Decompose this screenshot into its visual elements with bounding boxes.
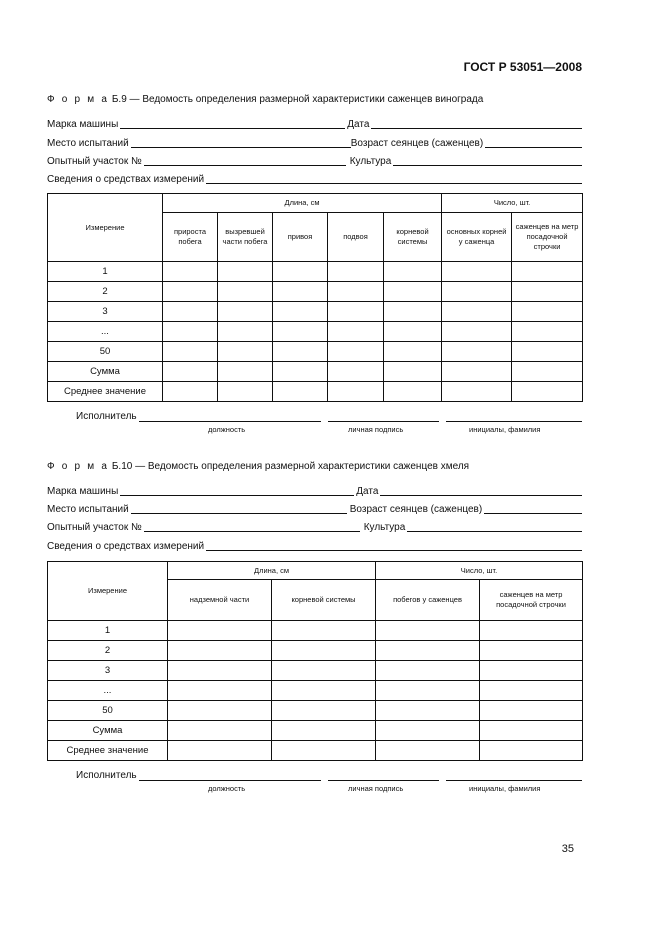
row-label: 50 bbox=[48, 342, 163, 362]
table-cell[interactable] bbox=[272, 681, 376, 701]
form-b10-signature bbox=[76, 770, 137, 781]
machine-line[interactable] bbox=[120, 488, 354, 496]
row-label: 3 bbox=[48, 302, 163, 322]
form-b10-title bbox=[47, 461, 469, 472]
table-cell[interactable] bbox=[512, 282, 583, 302]
table-row bbox=[48, 661, 583, 681]
form-b9-row-plot bbox=[47, 155, 582, 167]
culture-line[interactable] bbox=[393, 158, 582, 166]
col-header: саженцев на метр посадочной строчки bbox=[480, 580, 583, 621]
table-row bbox=[48, 362, 583, 382]
signature-caption: личная подпись bbox=[348, 784, 404, 793]
page-number: 35 bbox=[561, 843, 574, 855]
plot-line[interactable] bbox=[144, 524, 360, 532]
table-cell[interactable] bbox=[273, 362, 328, 382]
form-b9-signature bbox=[76, 411, 137, 422]
position-line[interactable] bbox=[139, 421, 321, 422]
row-label: 1 bbox=[48, 262, 163, 282]
table-cell[interactable] bbox=[163, 282, 218, 302]
table-row bbox=[48, 641, 583, 661]
table-row bbox=[48, 701, 583, 721]
table-cell[interactable] bbox=[384, 342, 442, 362]
table-cell[interactable] bbox=[272, 721, 376, 741]
initials-line[interactable] bbox=[446, 421, 582, 422]
machine-line[interactable] bbox=[120, 121, 345, 129]
table-cell[interactable] bbox=[512, 322, 583, 342]
table-cell[interactable] bbox=[328, 382, 384, 402]
table-cell[interactable] bbox=[168, 701, 272, 721]
table-cell[interactable] bbox=[376, 661, 480, 681]
table-cell[interactable] bbox=[480, 621, 583, 641]
table-cell[interactable] bbox=[218, 262, 273, 282]
table-cell[interactable] bbox=[168, 641, 272, 661]
culture-label: Культура bbox=[349, 156, 392, 167]
test-place-line[interactable] bbox=[131, 506, 347, 514]
table-row bbox=[48, 741, 583, 761]
row-label: ... bbox=[48, 322, 163, 342]
measurement-header: Измерение bbox=[48, 562, 168, 621]
table-row bbox=[48, 342, 583, 362]
form-b9-prefix: Ф о р м а bbox=[47, 94, 110, 105]
table-cell[interactable] bbox=[218, 282, 273, 302]
culture-label: Культура bbox=[363, 522, 406, 533]
table-cell[interactable] bbox=[218, 342, 273, 362]
table-cell[interactable] bbox=[218, 362, 273, 382]
age-line[interactable] bbox=[485, 140, 582, 148]
table-cell[interactable] bbox=[273, 282, 328, 302]
plot-label: Опытный участок № bbox=[47, 156, 142, 167]
table-cell[interactable] bbox=[272, 741, 376, 761]
form-b9-body bbox=[48, 262, 583, 402]
culture-line[interactable] bbox=[407, 524, 582, 532]
table-cell[interactable] bbox=[163, 302, 218, 322]
table-cell[interactable] bbox=[272, 641, 376, 661]
form-b9-table bbox=[47, 193, 583, 402]
instruments-label: Сведения о средствах измерений bbox=[47, 541, 205, 552]
test-place-label: Место испытаний bbox=[47, 138, 129, 149]
form-b10-row-place bbox=[47, 503, 582, 515]
age-label: Возраст сеянцев (саженцев) bbox=[349, 504, 483, 515]
length-group-header: Длина, см bbox=[163, 194, 442, 213]
table-cell[interactable] bbox=[328, 342, 384, 362]
form-b9-row-machine bbox=[47, 118, 582, 130]
position-caption: должность bbox=[208, 425, 246, 434]
table-row bbox=[48, 382, 583, 402]
table-cell[interactable] bbox=[376, 621, 480, 641]
row-label: 3 bbox=[48, 661, 168, 681]
col-header: корневой системы bbox=[272, 580, 376, 621]
table-row bbox=[48, 322, 583, 342]
length-group-header: Длина, см bbox=[168, 562, 376, 580]
table-cell[interactable] bbox=[480, 641, 583, 661]
table-cell[interactable] bbox=[512, 302, 583, 322]
table-cell[interactable] bbox=[442, 362, 512, 382]
signature-line[interactable] bbox=[328, 780, 439, 781]
col-header: прироста побега bbox=[163, 213, 218, 262]
table-cell[interactable] bbox=[273, 382, 328, 402]
form-b10-body bbox=[48, 621, 583, 761]
table-cell[interactable] bbox=[442, 282, 512, 302]
table-cell[interactable] bbox=[376, 741, 480, 761]
table-cell[interactable] bbox=[376, 701, 480, 721]
col-header: побегов у саженцев bbox=[376, 580, 480, 621]
table-cell[interactable] bbox=[442, 262, 512, 282]
table-cell[interactable] bbox=[480, 721, 583, 741]
signature-caption: личная подпись bbox=[348, 425, 404, 434]
row-label: Сумма bbox=[48, 362, 163, 382]
table-cell[interactable] bbox=[163, 362, 218, 382]
executor-label: Исполнитель bbox=[76, 411, 137, 422]
table-cell[interactable] bbox=[272, 661, 376, 681]
initials-caption: инициалы, фамилия bbox=[469, 784, 541, 793]
table-cell[interactable] bbox=[480, 681, 583, 701]
table-cell[interactable] bbox=[384, 262, 442, 282]
table-row bbox=[48, 721, 583, 741]
form-b9-title bbox=[47, 94, 483, 105]
test-place-line[interactable] bbox=[131, 140, 351, 148]
count-group-header: Число, шт. bbox=[442, 194, 583, 213]
row-label: 2 bbox=[48, 282, 163, 302]
table-cell[interactable] bbox=[273, 302, 328, 322]
table-cell[interactable] bbox=[512, 262, 583, 282]
test-place-label: Место испытаний bbox=[47, 504, 129, 515]
col-header: вызревшей части побега bbox=[218, 213, 273, 262]
form-b10-row-plot bbox=[47, 521, 582, 533]
table-cell[interactable] bbox=[328, 282, 384, 302]
table-cell[interactable] bbox=[376, 721, 480, 741]
table-cell[interactable] bbox=[218, 302, 273, 322]
row-label: 50 bbox=[48, 701, 168, 721]
table-cell[interactable] bbox=[384, 322, 442, 342]
table-cell[interactable] bbox=[163, 322, 218, 342]
table-cell[interactable] bbox=[218, 382, 273, 402]
table-cell[interactable] bbox=[384, 362, 442, 382]
col-header: привоя bbox=[273, 213, 328, 262]
table-cell[interactable] bbox=[480, 661, 583, 681]
table-cell[interactable] bbox=[442, 382, 512, 402]
table-cell[interactable] bbox=[272, 621, 376, 641]
table-cell[interactable] bbox=[442, 342, 512, 362]
date-label: Дата bbox=[347, 119, 370, 130]
table-cell[interactable] bbox=[442, 302, 512, 322]
age-line[interactable] bbox=[484, 506, 582, 514]
table-cell[interactable] bbox=[328, 302, 384, 322]
row-label: ... bbox=[48, 681, 168, 701]
table-cell[interactable] bbox=[480, 701, 583, 721]
machine-label: Марка машины bbox=[47, 486, 119, 497]
initials-caption: инициалы, фамилия bbox=[469, 425, 541, 434]
table-cell[interactable] bbox=[384, 302, 442, 322]
table-cell[interactable] bbox=[218, 322, 273, 342]
form-b10-row-machine bbox=[47, 485, 582, 497]
plot-label: Опытный участок № bbox=[47, 522, 142, 533]
table-cell[interactable] bbox=[273, 322, 328, 342]
table-cell[interactable] bbox=[376, 681, 480, 701]
date-label: Дата bbox=[356, 486, 379, 497]
signature-line[interactable] bbox=[328, 421, 439, 422]
count-group-header: Число, шт. bbox=[376, 562, 583, 580]
form-b9-title-text: Б.9 — Ведомость определения размерной характеристики саженцев винограда bbox=[111, 94, 484, 105]
row-label: Среднее значение bbox=[48, 382, 163, 402]
executor-label: Исполнитель bbox=[76, 770, 137, 781]
initials-line[interactable] bbox=[446, 780, 582, 781]
plot-line[interactable] bbox=[144, 158, 346, 166]
table-cell[interactable] bbox=[376, 641, 480, 661]
form-b10-table bbox=[47, 561, 583, 761]
col-header: корневой системы bbox=[384, 213, 442, 262]
table-cell[interactable] bbox=[328, 362, 384, 382]
row-label: Среднее значение bbox=[48, 741, 168, 761]
col-header: саженцев на метр посадочной строчки bbox=[512, 213, 583, 262]
machine-label: Марка машины bbox=[47, 119, 119, 130]
table-cell[interactable] bbox=[512, 362, 583, 382]
form-b9-row-instruments bbox=[47, 173, 582, 185]
table-cell[interactable] bbox=[384, 382, 442, 402]
table-row bbox=[48, 282, 583, 302]
table-cell[interactable] bbox=[163, 342, 218, 362]
table-cell[interactable] bbox=[168, 721, 272, 741]
col-header: надземной части bbox=[168, 580, 272, 621]
table-row bbox=[48, 681, 583, 701]
table-row bbox=[48, 302, 583, 322]
instruments-line[interactable] bbox=[206, 176, 582, 184]
table-cell[interactable] bbox=[512, 342, 583, 362]
col-header: основных корней у саженца bbox=[442, 213, 512, 262]
table-cell[interactable] bbox=[442, 322, 512, 342]
table-cell[interactable] bbox=[273, 262, 328, 282]
row-label: Сумма bbox=[48, 721, 168, 741]
table-cell[interactable] bbox=[163, 382, 218, 402]
date-line[interactable] bbox=[371, 121, 582, 129]
row-label: 1 bbox=[48, 621, 168, 641]
table-cell[interactable] bbox=[328, 322, 384, 342]
table-cell[interactable] bbox=[168, 681, 272, 701]
table-cell[interactable] bbox=[273, 342, 328, 362]
form-b10-prefix: Ф о р м а bbox=[47, 461, 110, 472]
position-line[interactable] bbox=[139, 780, 321, 781]
table-cell[interactable] bbox=[384, 282, 442, 302]
form-b9-row-place bbox=[47, 137, 582, 149]
age-label: Возраст сеянцев (саженцев) bbox=[350, 138, 484, 149]
form-b10-row-instruments bbox=[47, 540, 582, 552]
table-cell[interactable] bbox=[272, 701, 376, 721]
table-cell[interactable] bbox=[512, 382, 583, 402]
table-cell[interactable] bbox=[168, 741, 272, 761]
table-row bbox=[48, 621, 583, 641]
instruments-line[interactable] bbox=[206, 543, 582, 551]
table-cell[interactable] bbox=[480, 741, 583, 761]
date-line[interactable] bbox=[380, 488, 582, 496]
document-code: ГОСТ Р 53051—2008 bbox=[463, 60, 582, 74]
row-label: 2 bbox=[48, 641, 168, 661]
table-cell[interactable] bbox=[163, 262, 218, 282]
form-b10-title-text: Б.10 — Ведомость определения размерной характеристики саженцев хмеля bbox=[111, 461, 470, 472]
instruments-label: Сведения о средствах измерений bbox=[47, 174, 205, 185]
position-caption: должность bbox=[208, 784, 246, 793]
table-row bbox=[48, 262, 583, 282]
measurement-header: Измерение bbox=[48, 194, 163, 262]
table-cell[interactable] bbox=[168, 621, 272, 641]
col-header: подвоя bbox=[328, 213, 384, 262]
table-cell[interactable] bbox=[328, 262, 384, 282]
table-cell[interactable] bbox=[168, 661, 272, 681]
